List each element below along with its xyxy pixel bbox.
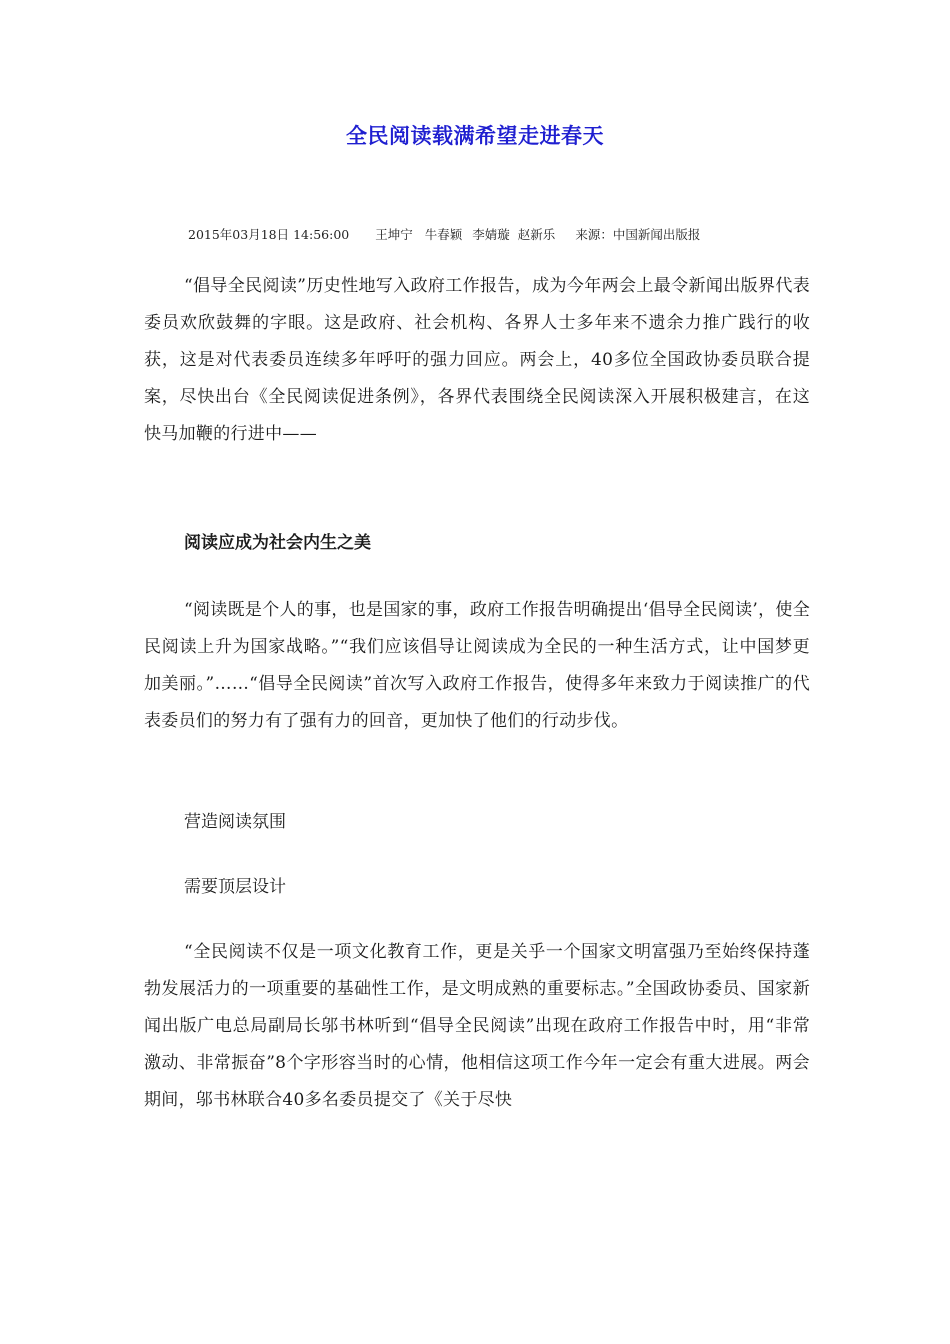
author-name: 牛春颖	[424, 227, 463, 242]
body-paragraph: “全民阅读不仅是一项文化教育工作，更是关乎一个国家文明富强乃至始终保持蓬勃发展活力的一项重要的基础性工作，是文明成熟的重要标志。”全国政协委员、国家新闻出版广电总局副局长邬书林听到“倡导全民阅读”出现在政府工作报告中时，用“非常激动、非常振奋”8个字形容当时的心情，他相信这项工作今年一定会有重大进展。两会期间，邬书林联合40多名委员提交了《关于尽快	[144, 942, 810, 1110]
body-paragraph: “阅读既是个人的事，也是国家的事，政府工作报告明确提出‘倡导全民阅读’，使全民阅读上升为国家战略。”“我们应该倡导让阅读成为全民的一种生活方式，让中国梦更加美丽。”……“倡导全民阅读”首次写入政府工作报告，使得多年来致力于阅读推广的代表委员们的努力有了强有力的回音，更加快了他们的行动步伐。	[144, 600, 810, 731]
article-meta	[188, 225, 700, 243]
body-paragraph: “倡导全民阅读”历史性地写入政府工作报告，成为今年两会上最令新闻出版界代表委员欢欣鼓舞的字眼。这是政府、社会机构、各界人士多年来不遗余力推广践行的收获，这是对代表委员连续多年呼吁的强力回应。两会上，40多位全国政协委员联合提案，尽快出台《全民阅读促进条例》，各界代表围绕全民阅读深入开展积极建言，在这快马加鞭的行进中——	[144, 276, 810, 444]
author-name: 李婧璇	[472, 227, 510, 242]
author-name: 赵新乐	[517, 227, 556, 242]
article-source: 来源：中国新闻出版报	[575, 227, 701, 242]
article-body	[144, 268, 810, 1119]
article-title: 全民阅读载满希望走进春天	[346, 123, 604, 148]
author-name: 王坤宁	[375, 227, 413, 242]
section-subheading: 需要顶层设计	[184, 877, 286, 897]
section-heading: 阅读应成为社会内生之美	[184, 533, 371, 553]
section-subheading: 营造阅读氛围	[184, 812, 286, 832]
publish-datetime: 2015年03月18日 14:56:00	[188, 227, 350, 242]
